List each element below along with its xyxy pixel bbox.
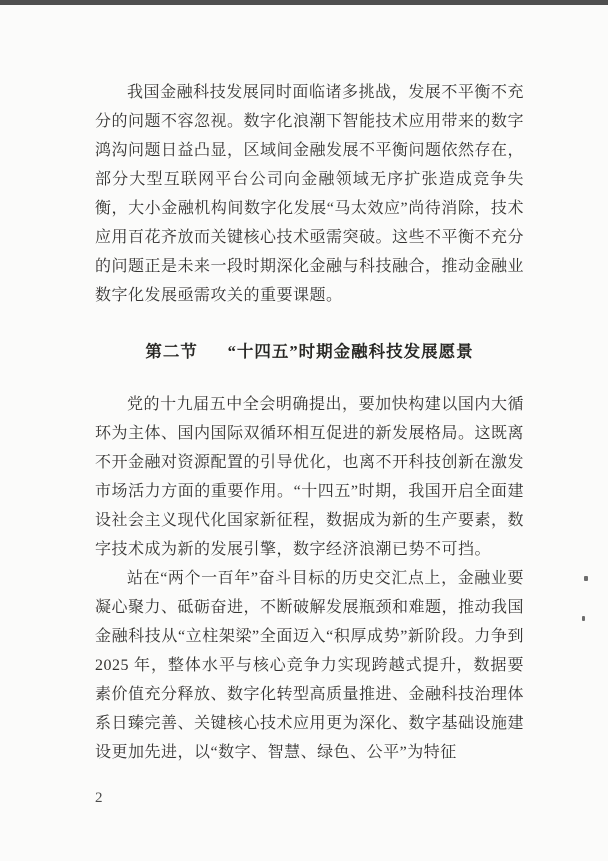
page-number: 2 (95, 790, 103, 806)
body-paragraph: 党的十九届五中全会明确提出，要加快构建以国内大循环为主体、国内国际双循环相互促进的新发展格局。这既离不开金融对资源配置的引导优化，也离不开科技创新在激发市场活力方面的重要作用。“十四五”时期，我国开启全面建设社会主义现代化国家新征程，数据成为新的生产要素，数字技术成为新的发展引擎，数字经济浪潮已势不可挡。 (95, 396, 525, 558)
section-heading (95, 337, 524, 366)
body-paragraph: 我国金融科技发展同时面临诸多挑战，发展不平衡不充分的问题不容忽视。数字化浪潮下智能技术应用带来的数字鸿沟问题日益凸显，区域间金融发展不平衡问题依然存在，部分大型互联网平台公司向金融领域无序扩张造成竞争失衡，大小金融机构间数字化发展“马太效应”尚待消除，技术应用百花齐放而关键核心技术亟需突破。这些不平衡不充分的问题正是未来一段时期深化金融与科技融合，推动金融业数字化发展亟需攻关的重要课题。 (95, 84, 525, 304)
section-number-label: 第二节 (145, 342, 198, 361)
scan-artifact-dot (584, 576, 588, 581)
body-paragraph: 站在“两个一百年”奋斗目标的历史交汇点上，金融业要凝心聚力、砥砺奋进，不断破解发展瓶颈和难题，推动我国金融科技从“立柱架梁”全面迈入“积厚成势”新阶段。力争到 2025 年，整体水平与核心竞争力实现跨越式提升，数据要素价值充分释放、数字化转型高质量推进、金融科技治理体系日臻完善、关键核心技术应用更为深化、数字基础设施建设更加先进，以“数字、智慧、绿色、公平”为特征 (95, 570, 525, 761)
scan-artifact-dot (582, 616, 585, 621)
section-title: “十四五”时期金融科技发展愿景 (227, 342, 474, 361)
